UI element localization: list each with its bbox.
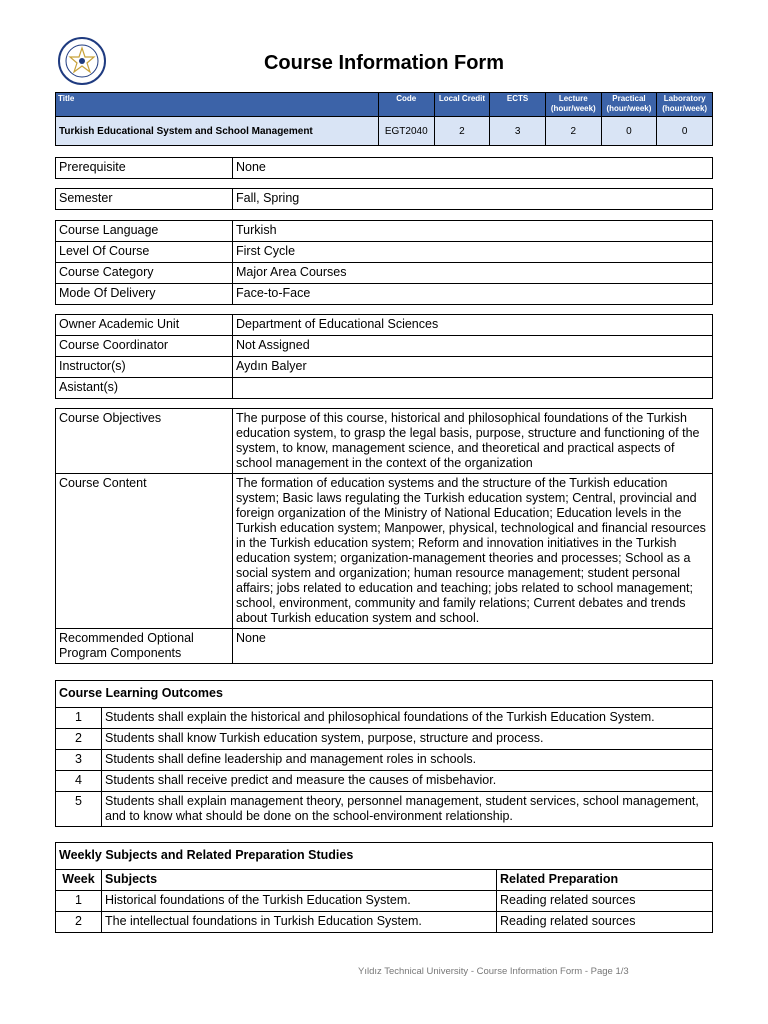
prerequisite-table bbox=[55, 157, 713, 179]
instructor-value: Aydın Balyer bbox=[233, 357, 713, 378]
instructor-row bbox=[56, 357, 713, 378]
local-credit-value: 2 bbox=[434, 117, 490, 146]
header-laboratory: Laboratory (hour/week) bbox=[657, 93, 713, 117]
course-language-label: Course Language bbox=[56, 221, 233, 242]
outcome-row bbox=[56, 750, 713, 771]
assistant-row bbox=[56, 378, 713, 399]
subjects-header: Subjects bbox=[102, 870, 497, 891]
outcome-number: 1 bbox=[56, 708, 102, 729]
course-category-label: Course Category bbox=[56, 263, 233, 284]
prerequisite-value: None bbox=[233, 158, 713, 179]
header-local-credit: Local Credit bbox=[434, 93, 490, 117]
optional-components-value: None bbox=[233, 629, 713, 664]
weekly-subjects-table bbox=[55, 842, 713, 933]
outcome-row bbox=[56, 729, 713, 750]
assistant-value bbox=[233, 378, 713, 399]
header-code: Code bbox=[378, 93, 434, 117]
objectives-value: The purpose of this course, historical and philosophical foundations of the Turkish education system, to grasp the legal basis, purpose, structure and functioning of the system, to know, management science, and theoretical and practical aspects of school management in the context of the organization bbox=[233, 409, 713, 474]
instructor-label: Instructor(s) bbox=[56, 357, 233, 378]
weekly-subjects-title: Weekly Subjects and Related Preparation Studies bbox=[56, 843, 713, 870]
coordinator-value: Not Assigned bbox=[233, 336, 713, 357]
level-of-course-row bbox=[56, 242, 713, 263]
learning-outcomes-title: Course Learning Outcomes bbox=[56, 681, 713, 708]
level-of-course-value: First Cycle bbox=[233, 242, 713, 263]
outcome-text: Students shall explain management theory, personnel management, student services, school management, and to know what should be done on the school-environment relationship. bbox=[102, 792, 713, 827]
assistant-label: Asistant(s) bbox=[56, 378, 233, 399]
course-info-table bbox=[55, 220, 713, 305]
semester-label: Semester bbox=[56, 189, 233, 210]
objectives-label: Course Objectives bbox=[56, 409, 233, 474]
outcome-text: Students shall explain the historical and philosophical foundations of the Turkish Education System. bbox=[102, 708, 713, 729]
lecture-value: 2 bbox=[545, 117, 601, 146]
optional-components-label: Recommended Optional Program Components bbox=[56, 629, 233, 664]
level-of-course-label: Level Of Course bbox=[56, 242, 233, 263]
course-code-value: EGT2040 bbox=[378, 117, 434, 146]
course-details-table bbox=[55, 408, 713, 664]
outcome-number: 4 bbox=[56, 771, 102, 792]
week-row bbox=[56, 891, 713, 912]
content-value: The formation of education systems and the structure of the Turkish education system; Basic laws regulating the Turkish education system; Central, provincial and foreign organization of the Ministry of National Education; Education levels in the Turkish education system; Manpower, physical, technological and financial resources in the Turkish education system; Reform and innovation initiatives in the Turkish education system; organization-management theories and processes; School as a social system and organization; human resource management; student personal affairs; jobs related to education and teaching; jobs related to school management; school, environment, community and family relations; Current debates and trends about Turkish education system and school. bbox=[233, 474, 713, 629]
week-preparation: Reading related sources bbox=[497, 912, 713, 933]
course-language-row bbox=[56, 221, 713, 242]
week-header: Week bbox=[56, 870, 102, 891]
outcome-row bbox=[56, 771, 713, 792]
weekly-header-row bbox=[56, 870, 713, 891]
owner-unit-value: Department of Educational Sciences bbox=[233, 315, 713, 336]
outcome-number: 2 bbox=[56, 729, 102, 750]
outcome-row bbox=[56, 708, 713, 729]
semester-value: Fall, Spring bbox=[233, 189, 713, 210]
course-title-value: Turkish Educational System and School Management bbox=[56, 117, 379, 146]
page-footer: Yıldız Technical University - Course Information Form - Page 1/3 bbox=[358, 966, 629, 977]
outcome-number: 5 bbox=[56, 792, 102, 827]
practical-value: 0 bbox=[601, 117, 657, 146]
header-lecture: Lecture (hour/week) bbox=[545, 93, 601, 117]
week-number: 2 bbox=[56, 912, 102, 933]
outcome-text: Students shall receive predict and measure the causes of misbehavior. bbox=[102, 771, 713, 792]
prerequisite-label: Prerequisite bbox=[56, 158, 233, 179]
content-row bbox=[56, 474, 713, 629]
preparation-header: Related Preparation bbox=[497, 870, 713, 891]
week-subject: The intellectual foundations in Turkish Education System. bbox=[102, 912, 497, 933]
laboratory-value: 0 bbox=[657, 117, 713, 146]
week-number: 1 bbox=[56, 891, 102, 912]
outcome-number: 3 bbox=[56, 750, 102, 771]
objectives-row bbox=[56, 409, 713, 474]
coordinator-row bbox=[56, 336, 713, 357]
outcome-row bbox=[56, 792, 713, 827]
course-header-table bbox=[55, 92, 713, 146]
course-language-value: Turkish bbox=[233, 221, 713, 242]
ects-value: 3 bbox=[490, 117, 546, 146]
course-category-row bbox=[56, 263, 713, 284]
course-category-value: Major Area Courses bbox=[233, 263, 713, 284]
page-title: Course Information Form bbox=[263, 52, 504, 74]
header-practical: Practical (hour/week) bbox=[601, 93, 657, 117]
outcome-text: Students shall know Turkish education system, purpose, structure and process. bbox=[102, 729, 713, 750]
optional-components-row bbox=[56, 629, 713, 664]
week-preparation: Reading related sources bbox=[497, 891, 713, 912]
learning-outcomes-table bbox=[55, 680, 713, 827]
week-subject: Historical foundations of the Turkish Education System. bbox=[102, 891, 497, 912]
header-title: Title bbox=[56, 93, 379, 117]
owner-unit-label: Owner Academic Unit bbox=[56, 315, 233, 336]
header-ects: ECTS bbox=[490, 93, 546, 117]
mode-of-delivery-row bbox=[56, 284, 713, 305]
coordinator-label: Course Coordinator bbox=[56, 336, 233, 357]
content-label: Course Content bbox=[56, 474, 233, 629]
mode-of-delivery-value: Face-to-Face bbox=[233, 284, 713, 305]
staff-table bbox=[55, 314, 713, 399]
owner-unit-row bbox=[56, 315, 713, 336]
week-row bbox=[56, 912, 713, 933]
mode-of-delivery-label: Mode Of Delivery bbox=[56, 284, 233, 305]
outcome-text: Students shall define leadership and management roles in schools. bbox=[102, 750, 713, 771]
semester-table bbox=[55, 188, 713, 210]
